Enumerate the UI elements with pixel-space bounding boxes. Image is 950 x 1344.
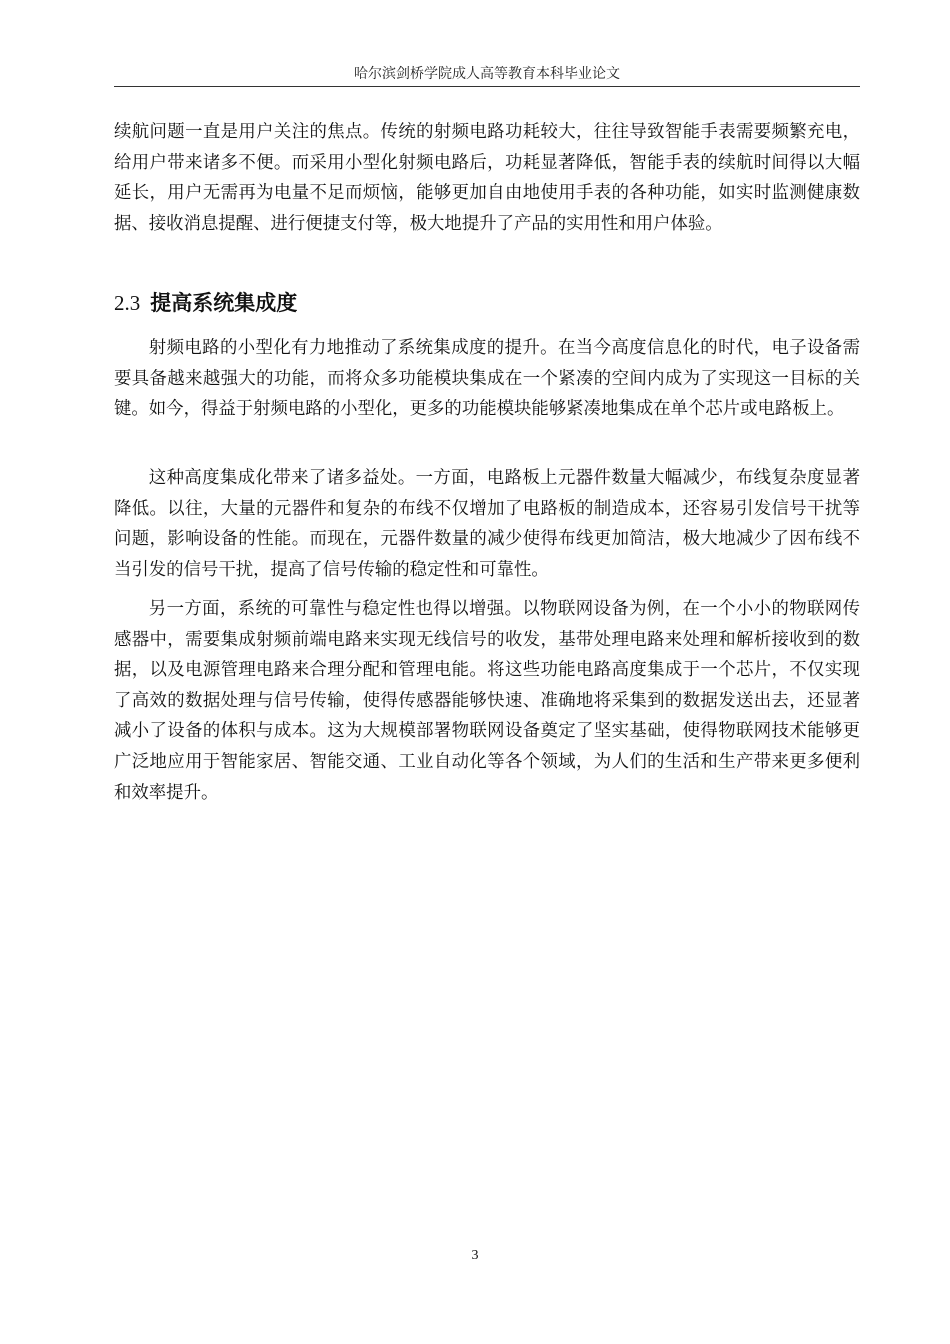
paragraph-integration-benefits: 这种高度集成化带来了诸多益处。一方面，电路板上元器件数量大幅减少，布线复杂度显著降低。以往，大量的元器件和复杂的布线不仅增加了电路板的制造成本，还容易引发信号干扰等问题，影响设备的性能。而现在，元器件数量的减少使得布线更加简洁，极大地减少了因布线不当引发的信号干扰，提高了信号传输的稳定性和可靠性。 — [114, 468, 860, 580]
paragraph-integration-intro: 射频电路的小型化有力地推动了系统集成度的提升。在当今高度信息化的时代，电子设备需要具备越来越强大的功能，而将众多功能模块集成在一个紧凑的空间内成为了实现这一目标的关键。如今，得益于射频电路的小型化，更多的功能模块能够紧凑地集成在单个芯片或电路板上。 — [114, 338, 860, 420]
paragraph-battery-life: 续航问题一直是用户关注的焦点。传统的射频电路功耗较大，往往导致智能手表需要频繁充电，给用户带来诸多不便。而采用小型化射频电路后，功耗显著降低，智能手表的续航时间得以大幅延长，用户无需再为电量不足而烦恼，能够更加自由地使用手表的各种功能，如实时监测健康数据、接收消息提醒、进行便捷支付等，极大地提升了产品的实用性和用户体验。 — [114, 122, 860, 234]
section-number: 2.3 — [114, 291, 141, 315]
page-number: 3 — [471, 1248, 479, 1263]
running-header: 哈尔滨剑桥学院成人高等教育本科毕业论文 — [354, 66, 620, 82]
section-heading — [114, 287, 297, 319]
section-title: 提高系统集成度 — [150, 291, 298, 315]
header-rule — [114, 86, 860, 87]
paragraph-reliability: 另一方面，系统的可靠性与稳定性也得以增强。以物联网设备为例，在一个小小的物联网传感器中，需要集成射频前端电路来实现无线信号的收发，基带处理电路来处理和解析接收到的数据，以及电源管理电路来合理分配和管理电能。将这些功能电路高度集成于一个芯片，不仅实现了高效的数据处理与信号传输，使得传感器能够快速、准确地将采集到的数据发送出去，还显著减小了设备的体积与成本。这为大规模部署物联网设备奠定了坚实基础，使得物联网技术能够更广泛地应用于智能家居、智能交通、工业自动化等各个领域，为人们的生活和生产带来更多便利和效率提升。 — [114, 599, 860, 803]
